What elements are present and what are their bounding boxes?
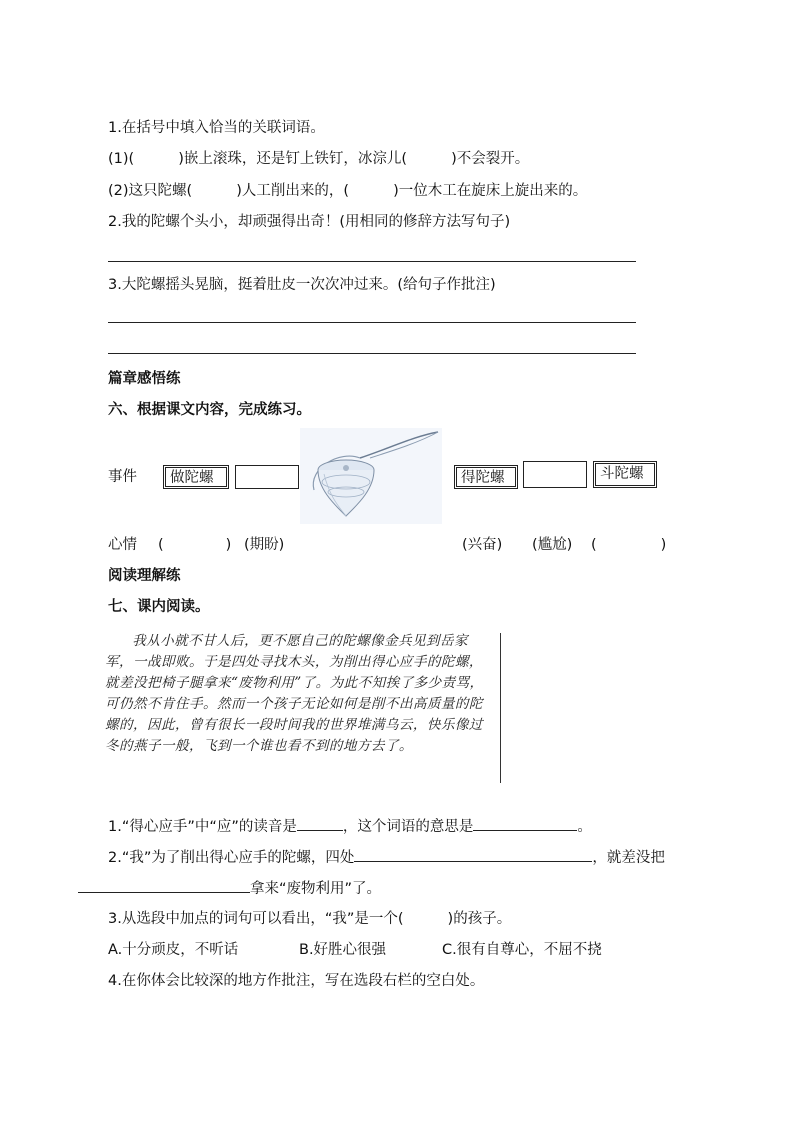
reading-question-2	[108, 847, 665, 868]
sentence-part: 。	[577, 819, 592, 835]
mood-2: (兴奋)	[462, 537, 503, 553]
sentence-part: (2)这只陀螺	[108, 183, 187, 199]
reading-passage: 我从小就不甘人后，更不愿自己的陀螺像金兵见到岳家军，一战即败。于是四处寻找木头，为削出得心应手的陀螺，就差没把椅子腿拿来“废物利用”了。为此不知挨了多少责骂，可仍然不肯住手。然而一个孩子无论如何是削不出高质量的陀螺的，因此，曾有很长一段时间我的世界堆满乌云，快乐像过冬的燕子一般，飞到一个谁也看不到的地方去了。	[105, 633, 484, 754]
question-1-title: 1.在括号中填入恰当的关联词语。	[108, 120, 325, 136]
question-2: 2.我的陀螺个头小，却顽强得出奇！(用相同的修辞方法写句子)	[108, 214, 511, 230]
answer-line[interactable]	[108, 353, 636, 354]
answer-line[interactable]	[108, 261, 636, 262]
sentence-part: 不会裂开。	[456, 151, 530, 167]
option-a[interactable]: A.十分顽皮，不听话	[108, 942, 239, 958]
mood-label: 心情	[108, 537, 137, 553]
heading-reading: 阅读理解练	[108, 568, 181, 584]
answer-paren[interactable]: ( )	[397, 911, 454, 927]
mood-1: (期盼)	[244, 537, 285, 553]
answer-blank[interactable]	[78, 878, 250, 893]
sentence-part: ，就差没把	[592, 850, 665, 866]
reading-question-2-cont	[78, 878, 381, 899]
sentence-part: 2.“我”为了削出得心应手的陀螺，四处	[108, 850, 355, 866]
sentence-part: 人工削出来的，	[241, 183, 344, 199]
event-box-3: 得陀螺	[454, 465, 518, 489]
question-1-2	[108, 181, 587, 201]
annotation-column-divider	[500, 633, 501, 783]
answer-paren[interactable]: ( )	[128, 151, 184, 167]
question-3: 3.大陀螺摇头晃脑，挺着肚皮一次次冲过来。(给句子作批注)	[108, 277, 496, 293]
event-box-5: 斗陀螺	[593, 461, 657, 488]
heading-chapter: 篇章感悟练	[108, 371, 181, 387]
sentence-part: ，这个词语的意思是	[342, 819, 474, 835]
question-1-1	[108, 149, 529, 169]
event-box-1: 做陀螺	[163, 465, 229, 489]
answer-blank[interactable]	[473, 816, 577, 831]
event-box-4-blank[interactable]	[523, 461, 587, 488]
mood-blank-1[interactable]: ( )	[158, 537, 232, 553]
answer-line[interactable]	[108, 322, 636, 323]
answer-blank[interactable]	[354, 847, 592, 862]
reading-question-3	[108, 909, 511, 929]
sentence-part: 一位木工在旋床上旋出来的。	[398, 183, 588, 199]
sentence-part: 3.从选段中加点的词句可以看出，“我”是一个	[108, 911, 398, 927]
reading-question-1	[108, 816, 592, 837]
mood-blank-3[interactable]: ( )	[591, 537, 667, 553]
sentence-part: 拿来“废物利用”了。	[250, 881, 382, 897]
event-box-2-blank[interactable]	[235, 465, 299, 489]
answer-paren[interactable]: ( )	[401, 151, 457, 167]
sentence-part: 嵌上滚珠，还是钉上铁钉，冰淙儿	[183, 151, 402, 167]
sentence-part: 1.“得心应手”中“应”的读音是	[108, 819, 297, 835]
section-7-title: 七、课内阅读。	[108, 599, 210, 615]
answer-paren[interactable]: ( )	[343, 183, 399, 199]
spinning-top-illustration	[300, 428, 442, 524]
option-b[interactable]: B.好胜心很强	[299, 942, 387, 958]
mood-3: (尴尬)	[532, 537, 573, 553]
answer-paren[interactable]: ( )	[186, 183, 242, 199]
events-label: 事件	[108, 469, 137, 485]
sentence-part: 的孩子。	[453, 911, 512, 927]
section-6-title: 六、根据课文内容，完成练习。	[108, 402, 311, 418]
option-c[interactable]: C.很有自尊心，不屈不挠	[442, 942, 602, 958]
answer-blank[interactable]	[297, 816, 343, 831]
reading-question-4: 4.在你体会比较深的地方作批注，写在选段右栏的空白处。	[108, 973, 485, 989]
item-number: (1)	[108, 151, 129, 167]
